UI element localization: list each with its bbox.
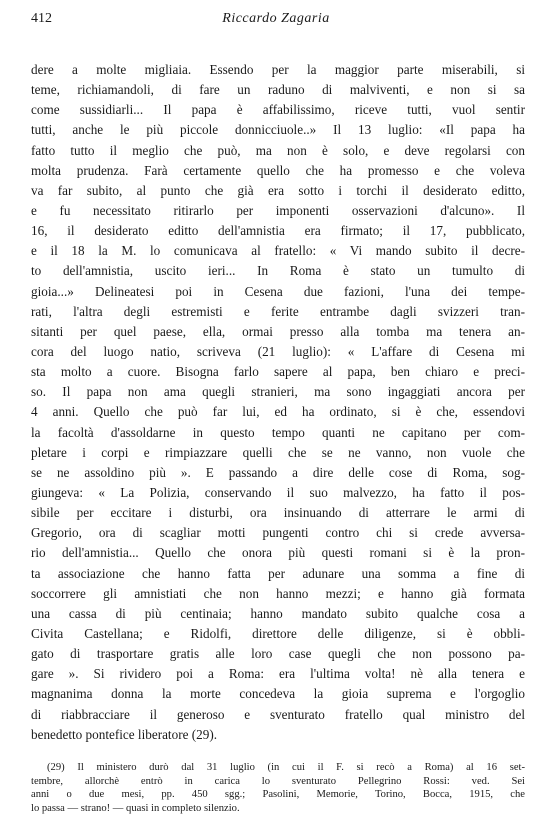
text-line: 16, il desiderato editto dell'amnistia era firmato; il 17, pubblicato, (31, 223, 525, 239)
text-line: soccorrere gli amnistiati che non hanno mezzi; e hanno già formata (31, 585, 525, 601)
text-line: e fu necessitato ritirarlo per imponenti osservazioni d'alcuno». Il (31, 202, 525, 218)
text-line: di riabbracciare il generoso e sventurato fratello qual ministro del (31, 706, 525, 722)
text-line: molta prudenza. Farà certamente quello che ha promesso e che voleva (31, 162, 525, 178)
text-line: sibile per eccitare i disturbi, ora insinuando di atterrare le armi di (31, 505, 525, 521)
text-line: cora del luogo natio, scriveva (21 luglio): « L'affare di Cesena mi (31, 343, 525, 359)
running-head: Riccardo Zagaria (222, 11, 330, 26)
body-text (31, 60, 525, 745)
text-line: benedetto pontefice liberatore (29). (31, 726, 218, 742)
text-line: dere a molte migliaia. Essendo per la maggior parte miserabili, si (31, 62, 525, 77)
text-line: Gregorio, ora di scagliar motti pungenti contro chi si crede avversa- (31, 525, 525, 541)
text-line: se ne assoldino più ». E passando a dire delle cose di Roma, sog- (31, 464, 525, 480)
text-line: tutti, anche le più piccole donnicciuole..» Il 13 luglio: «Il papa ha (31, 122, 525, 138)
text-line: rati, l'altra degli estremisti e ferite entrambe dagli svizzeri tran- (31, 303, 525, 319)
text-line: Civita Castellana; e Ridolfi, direttore delle diligenze, si è obbli- (31, 625, 525, 641)
text-line: come sussidiarli... Il papa è affabilissimo, riceve tutti, vuol sentir (31, 102, 525, 118)
footnote (31, 761, 525, 815)
text-line: sta molto a cuore. Bisogna farlo sapere al papa, ben chiaro e preci- (31, 364, 525, 380)
footnote-line: anni o due mesi, pp. 450 sgg.; Pasolini, Memorie, Torino, Bocca, 1915, che (31, 789, 525, 800)
footnote-line: tembre, allorchè entrò in carica lo sventurato Pellegrino Rossi: ved. Sei (31, 775, 525, 787)
text-line: una cassa di più centinaia; hanno mandato subito qualche cosa a (31, 605, 525, 621)
text-line: teme, richiamandoli, di fare un raduno di malviventi, e non si sa (31, 82, 525, 98)
text-line: rio dell'amnistia... Quello che onora più questi romani si è la pron- (31, 545, 525, 561)
footnote-line: (29) Il ministero durò dal 31 luglio (in cui il F. si recò a Roma) al 16 set- (47, 762, 525, 773)
text-line: va far subito, al punto che già era sotto i torchi il desiderato editto, (31, 182, 525, 198)
text-line: magnanima donna la morte concedeva la gioia suprema e l'orgoglio (31, 686, 525, 702)
text-line: to dell'amnistia, uscito ieri... In Roma è stato un tumulto di (31, 263, 525, 279)
text-line: sitanti per quel paese, ella, ormai presso alla tomba ma tenera an- (31, 323, 525, 339)
text-line: la facoltà d'assoldarne in questo tempo quanti ne capitano per com- (31, 424, 525, 440)
text-line: fatto tutto il meglio che può, ma non è solo, e deve regolarsi con (31, 142, 525, 158)
text-line: gioia...» Delineatesi poi in Cesena due fazioni, l'una dei tempe- (31, 283, 525, 299)
text-line: so. Il papa non ama quegli stranieri, ma sono ingaggiati ancora per (31, 384, 525, 400)
page-number: 412 (31, 11, 52, 26)
footnote-line: lo passa — strano! — quasi in completo silenzio. (31, 802, 240, 814)
text-line: gato di trasportare gratis alle loro case quegli che non possono pa- (31, 646, 525, 662)
text-line: e il 18 la M. lo comunicava al fratello: « Vi mando subito il decre- (31, 243, 525, 259)
text-line: pletare i corpi e rimpiazzare quelli che se ne vanno, non vuole che (31, 444, 525, 460)
text-line: ta associazione che hanno fatta per adunare una somma a fine di (31, 565, 525, 581)
page-header (31, 11, 521, 31)
text-line: giungeva: « La Polizia, conservando il suo malvezzo, ha fatto il pos- (31, 484, 525, 500)
text-line: gare ». Si rividero poi a Roma: era l'ultima volta! nè alla tenera e (31, 666, 525, 682)
text-line: 4 anni. Quello che può far lui, ed ha ordinato, si è che, essendovi (31, 404, 525, 420)
